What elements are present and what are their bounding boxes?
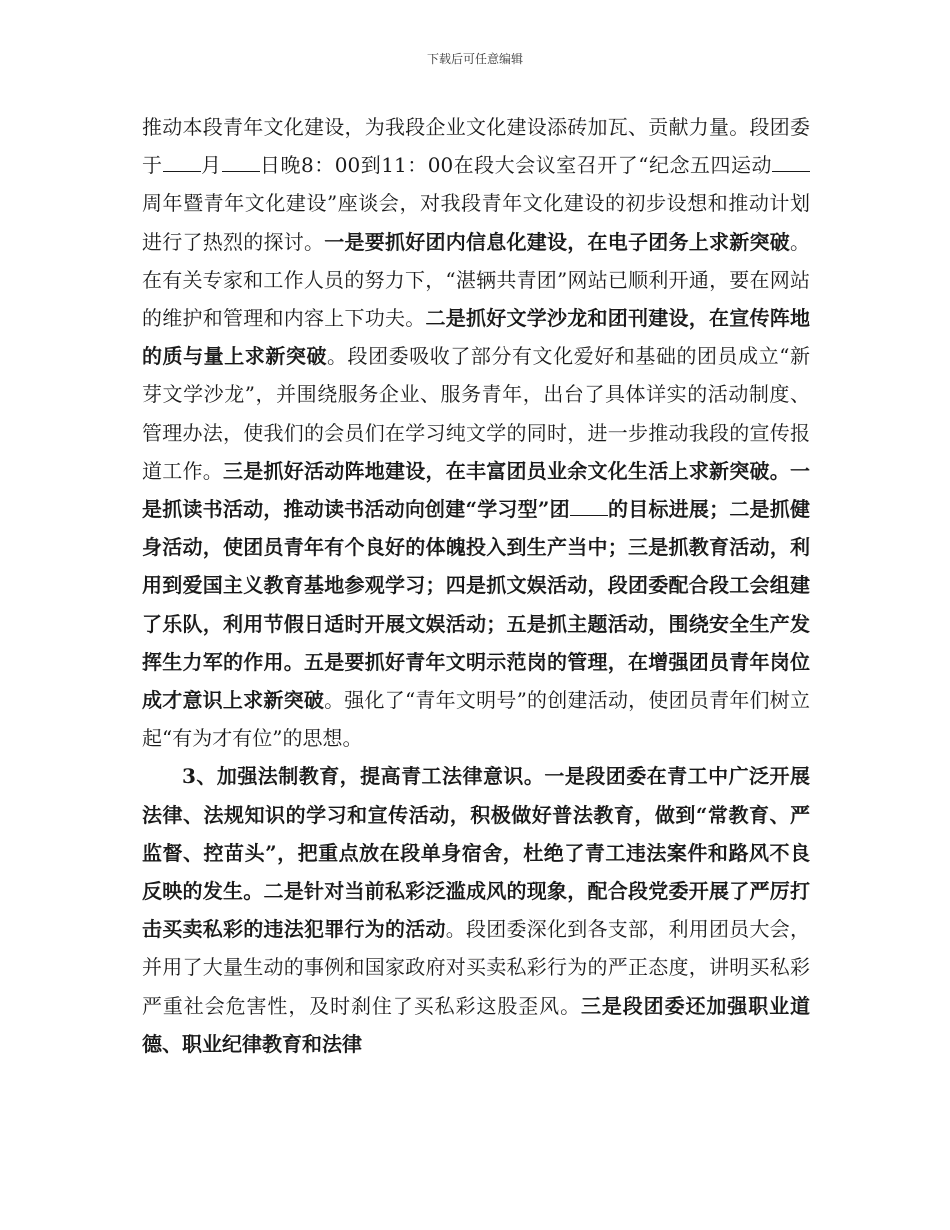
text-run: 。段团委吸收了部分有文化爱好和基础的团员成立“新芽文学沙龙”，并围绕服务企业、服务青年，出台了具体详实的活动制度、管理办法，使我们的会员们在学习纯文学的同时，进一步推动我段的宣传报道工作。 — [142, 344, 810, 483]
blank-underline — [772, 153, 810, 172]
bold-point-anti-lottery: 二是针对当前私彩泛滥成风的现象，配合段党委开展了严厉打击买卖私彩的违法犯罪行为的活动 — [142, 879, 810, 942]
blank-underline — [570, 497, 608, 516]
document-body — [142, 108, 810, 1063]
page-header: 下载后可任意编辑 — [426, 52, 523, 66]
bold-section-3: 3、加强法制教育，提高青工法律意识。一是段团委在青工中广泛开展法律、法规知识的学习和宣传活动，积极做好普法教育，做到“常教育、严监督、控苗头”，把重点放在段单身宿舍，杜绝了青工违法案件和路风不良反映的发生。 — [142, 764, 810, 904]
paragraph-legal-education — [142, 757, 810, 1063]
blank-underline — [163, 153, 201, 172]
text-run: 周年暨青年文化建设”座谈会，对我段青年文化建设的初步设想和推动计划进行了热烈的探讨。 — [142, 191, 810, 254]
text-run: 推动本段青年文化建设，为我段企业文化建设添砖加瓦、贡献力量。段团委于 — [142, 115, 810, 178]
text-run: 月 — [200, 153, 222, 178]
bold-point-1: 一是要抓好团内信息化建设，在电子团务上求新突破 — [324, 229, 790, 254]
bold-point-ethics: 三是段团委还加强职业道德、职业纪律教育和法律 — [142, 993, 811, 1056]
bold-point-3: 三是抓好活动阵地建设，在丰富团员业余文化生活上求新突破。一是抓读书活动，推动读书活动向创建“学习型”团 — [142, 458, 810, 522]
blank-underline — [222, 153, 260, 172]
bold-point-2: 二是抓好文学沙龙和团刊建设，在宣传阵地的质与量上求新突破 — [142, 306, 810, 369]
paragraph-youth-culture — [142, 108, 810, 757]
text-run: 。在有关专家和工作人员的努力下，“湛辆共青团”网站已顺利开通，要在网站的维护和管理和内容上下功夫。 — [142, 229, 810, 331]
text-run: 。段团委深化到各支部，利用团员大会，并用了大量生动的事例和国家政府对买卖私彩行为的严正态度，讲明买私彩严重社会危害性，及时刹住了买私彩这股歪风。 — [142, 917, 810, 1018]
bold-point-3-cont: 的目标进展；二是抓健身活动，使团员青年有个良好的体魄投入到生产当中；三是抓教育活动，利用到爱国主义教育基地参观学习；四是抓文娱活动，段团委配合段工会组建了乐队，利用节假日适时开展文娱活动；五是抓主题活动，围绕安全生产发挥生力军的作用。五是要抓好青年文明示范岗的管理，在增强团员青年岗位成才意识上求新突破 — [142, 497, 810, 713]
text-run: 日晚8：00到11：00在段大会议室召开了“纪念五四运动 — [259, 153, 773, 178]
text-run: 。强化了“青年文明号”的创建活动，使团员青年们树立起“有为才有位”的思想。 — [142, 688, 811, 751]
